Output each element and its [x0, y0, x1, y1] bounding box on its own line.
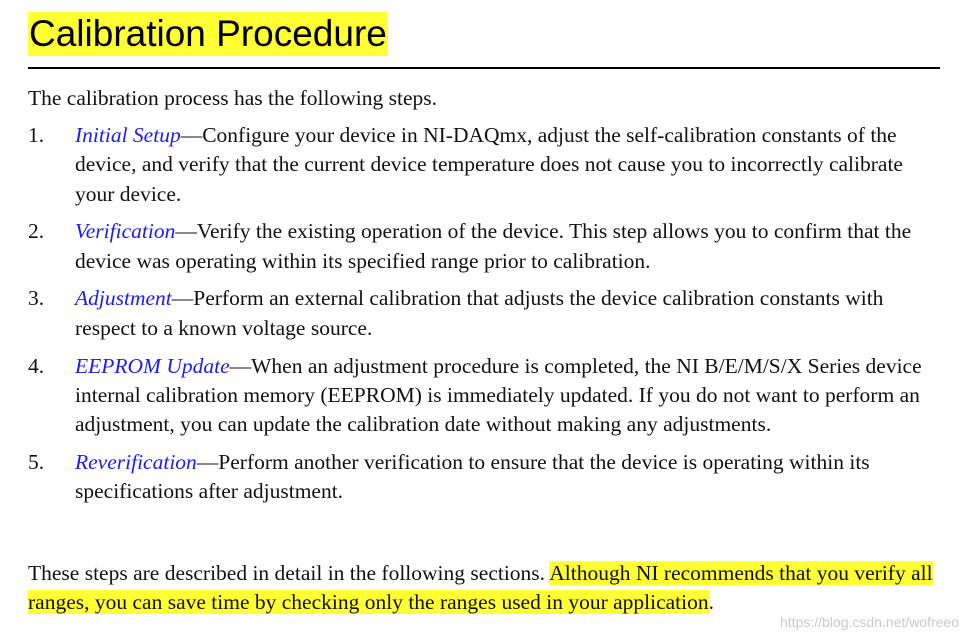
step-number: 3. [28, 286, 45, 311]
step-number: 5. [28, 449, 45, 474]
step-text: —Perform an external calibration that adjusts the device calibration constants with respect to a known voltage source. [75, 286, 884, 340]
step-name-link[interactable]: Verification [75, 219, 176, 244]
step-item [28, 121, 940, 209]
step-item [28, 284, 940, 343]
watermark: https://blog.csdn.net/wofreeo [780, 614, 959, 630]
title-block [28, 12, 388, 56]
step-name-link[interactable]: Initial Setup [75, 123, 181, 147]
page-title: Calibration Procedure [29, 13, 387, 54]
steps-list [28, 121, 940, 515]
step-number: 4. [28, 353, 45, 378]
step-item [28, 448, 940, 507]
step-name-link[interactable]: EEPROM Update [75, 353, 230, 378]
step-item [28, 352, 940, 440]
step-name-link[interactable]: Reverification [75, 449, 197, 474]
step-item [28, 217, 940, 276]
step-number: 2. [28, 219, 45, 244]
outro-paragraph [28, 559, 940, 617]
outro-text: These steps are described in detail in the following sections. [28, 561, 550, 585]
intro-text: The calibration process has the following steps. [28, 86, 437, 110]
step-text: —Configure your device in NI-DAQmx, adjust the self-calibration constants of the device, and verify that the current device temperature does not cause you to incorrectly calibrate your device. [75, 123, 903, 206]
step-text: —Verify the existing operation of the device. This step allows you to confirm that the device was operating within its specified range prior to calibration. [75, 219, 912, 273]
step-name-link[interactable]: Adjustment [75, 286, 172, 311]
outro-period: . [708, 590, 715, 614]
highlighted-text: Although NI recommends that you verify all ranges, you can save time by checking only the ranges used in your application [28, 561, 933, 614]
step-text: —Perform another verification to ensure that the device is operating within its specifications after adjustment. [75, 449, 870, 504]
title-divider [28, 67, 940, 69]
step-text: —When an adjustment procedure is completed, the NI B/E/M/S/X Series device internal calibration memory (EEPROM) is immediately updated. If you do not want to perform an adjustment, you can update the calibration date without making any adjustments. [75, 353, 922, 437]
step-number: 1. [28, 123, 45, 147]
